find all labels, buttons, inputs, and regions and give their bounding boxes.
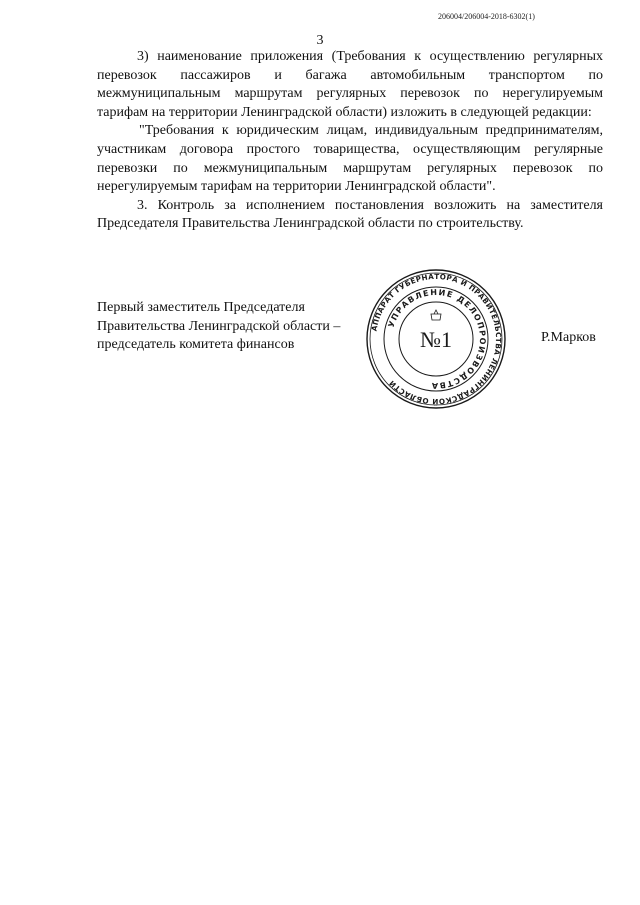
signer-name: Р.Марков — [541, 330, 596, 345]
signer-title-line-3: председатель комитета финансов — [97, 337, 295, 353]
official-seal-stamp — [365, 268, 507, 410]
signature-block — [97, 299, 397, 355]
document-id: 206004/206004-2018-6302(1) — [438, 12, 535, 21]
seal-inner-text: УПРАВЛЕНИЕ ДЕЛОПРОИЗВОДСТВА — [386, 287, 488, 391]
document-body — [97, 48, 603, 234]
page-number: 3 — [316, 33, 324, 48]
paragraph-3-appendix-title: 3) наименование приложения (Требования к осуществлению регулярных перевозок пассажиров и багажа автомобильным транспортом по межмуниципальным маршрутам регулярных перевозок по нерегулируемым тарифам на территории Ленинградской области) изложить в следующей редакции: — [97, 49, 603, 120]
signer-title-line-2: Правительства Ленинградской области – — [97, 318, 341, 334]
paragraph-control: 3. Контроль за исполнением постановления возложить на заместителя Председателя Правительства Ленинградской области по строительству. — [97, 197, 603, 232]
seal-number: №1 — [420, 327, 452, 352]
seal-emblem-icon — [431, 310, 441, 320]
seal-outer-text: АППАРАТ ГУБЕРНАТОРА И ПРАВИТЕЛЬСТВА ЛЕНИНГРАДСКОЙ ОБЛАСТИ — [369, 271, 504, 407]
signer-title-line-1: Первый заместитель Председателя — [97, 300, 305, 315]
quoted-new-title: "Требования к юридическим лицам, индивидуальным предпринимателям, участникам договора простого товарищества, осуществляющим регулярные перевозки по межмуниципальным маршрутам регулярных перевозок по нерегулируемым тарифам на территории Ленинградской области". — [97, 123, 603, 195]
